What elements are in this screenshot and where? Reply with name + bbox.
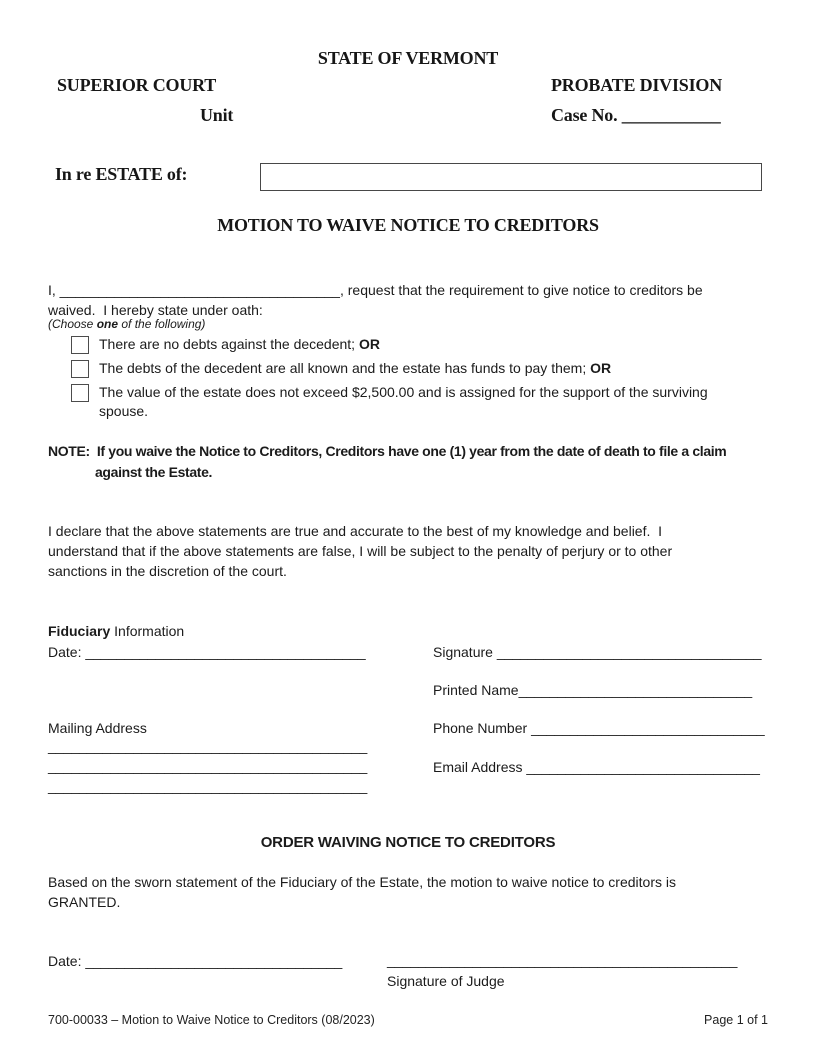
order-date-row (48, 951, 342, 971)
option-2-label: The debts of the decedent are all known and the estate has funds to pay them; (99, 360, 591, 376)
mailing-address-label: Mailing Address (48, 720, 147, 736)
signature-label: Signature (433, 644, 493, 660)
option-2-or: OR (590, 360, 612, 376)
case-number-blank[interactable]: ___________ (621, 105, 721, 125)
option-3-row (48, 383, 776, 421)
judge-signature-blank[interactable]: _____________________________________________ (387, 952, 738, 968)
order-line-1: Based on the sworn statement of the Fiduciary of the Estate, the motion to waive notice to creditors is (48, 874, 676, 890)
phone-number-label: Phone Number (433, 720, 528, 736)
declaration-line-3: sanctions in the discretion of the court. (48, 563, 287, 579)
option-1-or: OR (358, 336, 380, 352)
choose-instruction (48, 317, 205, 332)
printed-name-label: Printed Name (433, 682, 519, 698)
option-3-line-1: The value of the estate does not exceed $2,500.00 and is assigned for the support of the surviving (99, 384, 708, 400)
footer-form-number: 700-00033 – Motion to Waive Notice to Creditors (08/2023) (48, 1013, 375, 1027)
order-line-2: GRANTED. (48, 894, 121, 910)
option-2-row (48, 359, 776, 378)
fiduciary-date-row (48, 642, 366, 662)
intro-paragraph (48, 280, 776, 320)
note-line-2: against the Estate. (95, 464, 213, 480)
printed-name-blank[interactable]: ______________________________ (518, 682, 753, 698)
choose-one: one (96, 317, 119, 331)
option-2-checkbox[interactable] (71, 360, 89, 378)
form-title: MOTION TO WAIVE NOTICE TO CREDITORS (217, 215, 599, 235)
choose-post: of the following) (118, 317, 206, 331)
requester-name-blank[interactable]: ____________________________________ (59, 282, 340, 298)
printed-name-row (433, 680, 752, 700)
fiduciary-date-label: Date: (48, 644, 82, 660)
option-1-checkbox[interactable] (71, 336, 89, 354)
intro-tail: , request that the requirement to give notice to creditors be (339, 282, 703, 298)
order-date-blank[interactable]: _________________________________ (85, 953, 343, 969)
court-heading: SUPERIOR COURT (57, 75, 217, 95)
unit-label: Unit (200, 105, 234, 125)
mailing-address-line-3[interactable]: _________________________________________ (48, 778, 368, 794)
fiduciary-heading-bold: Fiduciary (48, 623, 111, 639)
signature-blank[interactable]: __________________________________ (496, 644, 762, 660)
declaration-line-1: I declare that the above statements are true and accurate to the best of my knowledge and belief. I (48, 523, 663, 539)
options-list (48, 335, 776, 426)
order-heading: ORDER WAIVING NOTICE TO CREDITORS (260, 834, 556, 851)
option-1-label: There are no debts against the decedent; (99, 336, 359, 352)
mailing-address-line-1[interactable]: _________________________________________ (48, 738, 368, 754)
phone-number-row (433, 718, 765, 738)
option-3-text (99, 383, 708, 421)
choose-pre: (Choose (48, 317, 97, 331)
note-block (48, 441, 776, 483)
division-heading: PROBATE DIVISION (551, 75, 722, 95)
estate-label: In re ESTATE of: (55, 164, 188, 184)
footer-page-number: Page 1 of 1 (704, 1013, 768, 1027)
estate-name-input[interactable] (260, 163, 762, 191)
intro-line-2: waived. I hereby state under oath: (48, 302, 263, 318)
option-3-line-2: spouse. (99, 403, 149, 419)
email-address-blank[interactable]: ______________________________ (526, 759, 760, 775)
order-date-label: Date: (48, 953, 82, 969)
email-address-label: Email Address (433, 759, 523, 775)
case-number-row (551, 105, 721, 126)
fiduciary-heading-rest: Information (110, 623, 185, 639)
mailing-address-line-2[interactable]: _________________________________________ (48, 758, 368, 774)
declaration-paragraph (48, 521, 776, 581)
fiduciary-heading (48, 621, 184, 641)
option-1-text (99, 335, 380, 354)
intro-i: I, (48, 282, 56, 298)
state-heading: STATE OF VERMONT (317, 48, 499, 68)
signature-row (433, 642, 762, 662)
option-1-row (48, 335, 776, 354)
option-2-text (99, 359, 611, 378)
order-paragraph (48, 872, 776, 912)
judge-signature-label: Signature of Judge (387, 973, 505, 989)
note-line-1: NOTE: If you waive the Notice to Creditors, Creditors have one (1) year from the date of death to file a claim (48, 443, 727, 459)
declaration-line-2: understand that if the above statements are false, I will be subject to the penalty of perjury or to other (48, 543, 673, 559)
intro-line-1 (48, 280, 776, 300)
phone-number-blank[interactable]: ______________________________ (531, 720, 765, 736)
email-address-row (433, 757, 760, 777)
option-3-checkbox[interactable] (71, 384, 89, 402)
case-number-label: Case No. (551, 105, 618, 125)
fiduciary-date-blank[interactable]: ____________________________________ (85, 644, 366, 660)
